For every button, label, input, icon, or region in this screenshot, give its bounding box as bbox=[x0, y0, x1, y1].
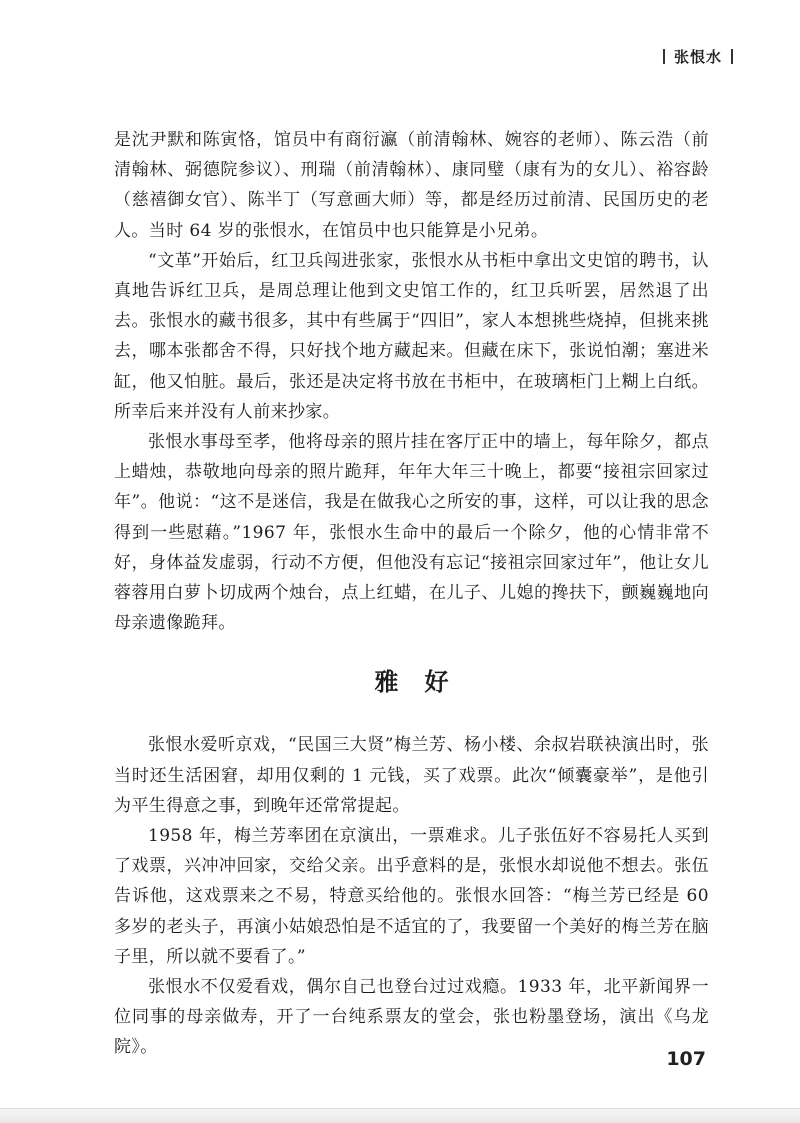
section-title: 雅好 bbox=[374, 668, 475, 697]
section-paragraph: 张恨水爱听京戏，“民国三大贤”梅兰芳、杨小楼、余叔岩联袂演出时，张当时还生活困窘，却用仅剩的 1 元钱，买了戏票。此次“倾囊豪举”，是他引为平生得意之事，到晚年还常常提起。 bbox=[114, 735, 709, 816]
page-number: 107 bbox=[666, 1048, 706, 1070]
page-body bbox=[114, 125, 709, 1063]
section-paragraph: 张恨水不仅爱看戏，偶尔自己也登台过过戏瘾。1933 年，北平新闻界一位同事的母亲做寿，开了一台纯系票友的堂会，张也粉墨登场，演出《乌龙院》。 bbox=[114, 977, 709, 1058]
paragraph: “文革”开始后，红卫兵闯进张家，张恨水从书柜中拿出文史馆的聘书，认真地告诉红卫兵，是周总理让他到文史馆工作的，红卫兵听罢，居然退了出去。张恨水的藏书很多，其中有些属于“四旧”，家人本想挑些烧掉，但挑来挑去，哪本张都舍不得，只好找个地方藏起来。但藏在床下，张说怕潮；塞进米缸，他又怕脏。最后，张还是决定将书放在书柜中，在玻璃柜门上糊上白纸。所幸后来并没有人前来抄家。 bbox=[114, 250, 709, 422]
running-header bbox=[654, 46, 742, 67]
paragraph-continued: 是沈尹默和陈寅恪，馆员中有商衍瀛（前清翰林、婉容的老师）、陈云浩（前清翰林、弼德院参议）、刑瑞（前清翰林）、康同璧（康有为的女儿）、裕容龄（慈禧御女官）、陈半丁（写意画大师）等，都是经历过前清、民国历史的老人。当时 64 岁的张恨水，在馆员中也只能算是小兄弟。 bbox=[114, 130, 709, 241]
paragraph: 张恨水事母至孝，他将母亲的照片挂在客厅正中的墙上，每年除夕，都点上蜡烛，恭敬地向母亲的照片跪拜，年年大年三十晚上，都要“接祖宗回家过年”。他说：“这不是迷信，我是在做我心之所安的事，这样，可以让我的思念得到一些慰藉。”1967 年，张恨水生命中的最后一个除夕，他的心情非常不好，身体益发虚弱，行动不方便，但他没有忘记“接祖宗回家过年”，他让女儿蓉蓉用白萝卜切成两个烛台，点上红蜡，在儿子、儿媳的搀扶下，颤巍巍地向母亲遗像跪拜。 bbox=[114, 432, 709, 634]
header-divider-left bbox=[663, 49, 665, 64]
running-title: 张恨水 bbox=[673, 48, 722, 66]
section-paragraph: 1958 年，梅兰芳率团在京演出，一票难求。儿子张伍好不容易托人买到了戏票，兴冲冲回家，交给父亲。出乎意料的是，张恨水却说他不想去。张伍告诉他，这戏票来之不易，特意买给他的。张恨水回答：“梅兰芳已经是 60 多岁的老头子，再演小姑娘恐怕是不适宜的了，我要留一个美好的梅兰芳在脑子里，所以就不要看了。” bbox=[114, 826, 709, 967]
scan-bottom-edge bbox=[0, 1108, 800, 1123]
header-divider-right bbox=[731, 49, 733, 64]
